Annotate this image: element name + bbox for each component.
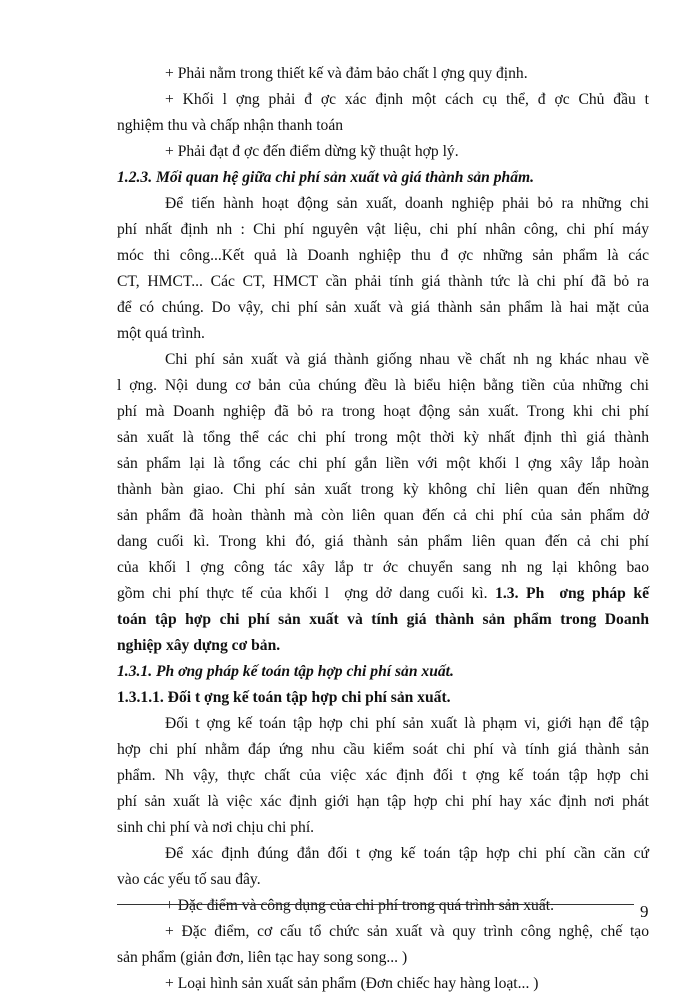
text-line: Chi phí sản xuất và giá thành giống nhau về chất nh ng khác nhau về [165, 351, 649, 368]
text-line: để có chúng. Do vậy, chi phí sản xuất và giá thành sản phẩm là hai mặt của [117, 299, 649, 316]
text-line: phí nhất định nh : Chi phí nguyên vật liệu, chi phí nhân công, chi phí máy [117, 221, 649, 238]
text-line: nghiệp xây dựng cơ bản. [117, 637, 281, 654]
section-heading-inline: 1.3. Ph ơng pháp kế [487, 585, 649, 602]
text-line: l ợng. Nội dung cơ bản của chúng đều là biểu hiện bằng tiền của những chi [117, 377, 649, 394]
text-line: phí sản xuất là việc xác định giới hạn tập hợp chi phí hay xác định nơi phát [117, 793, 649, 810]
text-line: toán tập hợp chi phí sản xuất và tính giá thành sản phẩm trong Doanh [117, 611, 649, 628]
text-line: một quá trình. [117, 325, 205, 342]
text-line: dang cuối kì. Trong khi đó, giá thành sản phẩm liên quan đến cả chi phí [117, 533, 649, 550]
text-line: hợp chi phí nhằm đáp ứng nhu cầu kiểm soát chi phí và tính giá thành sản [117, 741, 649, 758]
text-line: của khối l ợng công tác xây lắp tr ớc chuyển sang nh ng lại không bao [117, 559, 649, 576]
text-line: + Loại hình sản xuất sản phẩm (Đơn chiếc hay hàng loạt... ) [165, 975, 539, 992]
text-line: 1.3.1. Ph ơng pháp kế toán tập hợp chi phí sản xuất. [117, 663, 454, 680]
text-line: + Đặc điểm, cơ cấu tổ chức sản xuất và quy trình công nghệ, chế tạo [165, 923, 649, 940]
text-line: sản phẩm lại là tổng các chi phí gắn liền với một khối l ợng xây lắp hoàn [117, 455, 649, 472]
text-line: CT, HMCT... Các CT, HMCT cần phải tính giá thành tức là chi phí đã bỏ ra [117, 273, 649, 290]
text-line: Để xác định đúng đắn đối t ợng kế toán tập hợp chi phí cần căn cứ [165, 845, 649, 862]
text-line: móc thi công...Kết quả là Doanh nghiệp thu đ ợc những sản phẩm là các [117, 247, 649, 264]
text-line: Để tiến hành hoạt động sản xuất, doanh nghiệp phải bỏ ra những chi [165, 195, 649, 212]
text-line-part: gồm chi phí thực tế của khối l ợng dở dang cuối kì. [117, 585, 488, 602]
footer-rule [117, 904, 634, 905]
text-line: Đối t ợng kế toán tập hợp chi phí sản xuất là phạm vi, giới hạn để tập [165, 715, 649, 732]
document-body [117, 61, 649, 997]
text-line: vào các yếu tố sau đây. [117, 871, 261, 888]
text-line: sinh chi phí và nơi chịu chi phí. [117, 819, 315, 836]
text-line: phẩm. Nh vậy, thực chất của việc xác định đối t ợng kế toán tập hợp chi [117, 767, 649, 784]
text-line: phí mà Doanh nghiệp đã bỏ ra trong hoạt động sản xuất. Trong khi chi phí [117, 403, 649, 420]
text-line [117, 581, 649, 607]
text-line: 1.2.3. Mối quan hệ giữa chi phí sản xuất và giá thành sản phẩm. [117, 169, 535, 186]
text-line: + Phải đạt đ ợc đến điểm dừng kỹ thuật hợp lý. [165, 143, 459, 160]
text-line: + Phải nằm trong thiết kế và đảm bảo chất l ợng quy định. [165, 65, 528, 82]
text-line: + Khối l ợng phải đ ợc xác định một cách cụ thể, đ ợc Chủ đầu t [165, 91, 649, 108]
page-number: 9 [640, 902, 649, 921]
text-line: sản phẩm (giản đơn, liên tạc hay song song... ) [117, 949, 408, 966]
text-line: nghiệm thu và chấp nhận thanh toán [117, 117, 344, 134]
text-line: + Đặc điểm và công dụng của chi phí trong quá trình sản xuất. [165, 897, 555, 914]
text-line: thành bàn giao. Chi phí sản xuất trong kỳ không chỉ liên quan đến những [117, 481, 649, 498]
text-line: sản xuất là tổng thể các chi phí trong một thời kỳ nhất định thì giá thành [117, 429, 649, 446]
text-line: sản phẩm đã hoàn thành mà còn liên quan đến cả chi phí của sản phẩm dở [117, 507, 649, 524]
text-line: 1.3.1.1. Đối t ợng kế toán tập hợp chi phí sản xuất. [117, 689, 451, 706]
